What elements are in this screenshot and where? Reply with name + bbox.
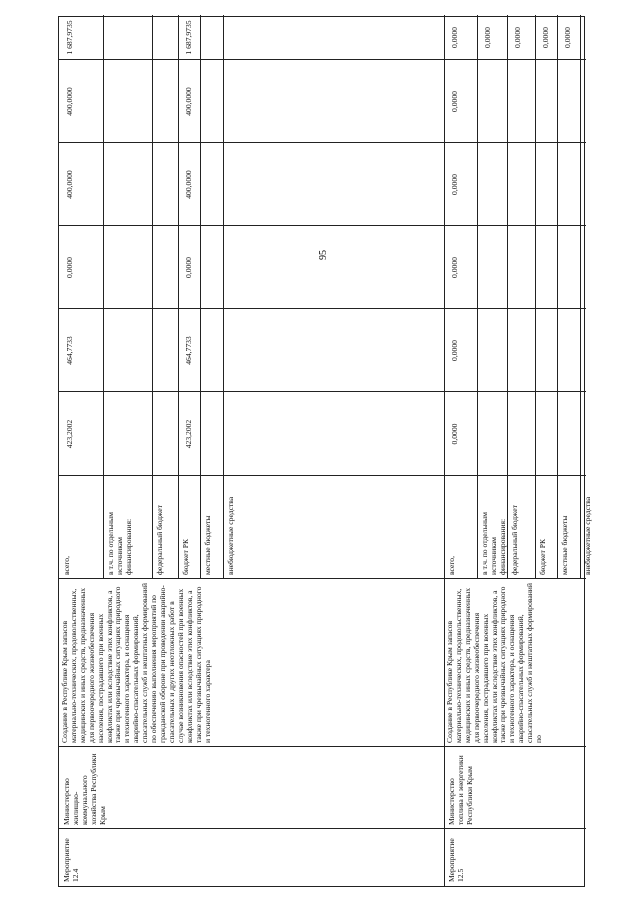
funding-source: внебюджетные средства bbox=[226, 496, 235, 575]
year-value: 0,0000 bbox=[65, 257, 74, 278]
year-value: 464,7733 bbox=[65, 336, 74, 365]
year-value: 0,0000 bbox=[450, 257, 459, 278]
year-value: 0,0000 bbox=[450, 423, 459, 445]
year-value: 0,0000 bbox=[563, 27, 572, 48]
year-value: 1 687,9735 bbox=[184, 20, 193, 55]
funding-source: внебюджетные средства bbox=[583, 496, 592, 575]
year-value: 0,0000 bbox=[483, 27, 492, 48]
executor: Министерство топлива и энергетики Республики Крым bbox=[447, 755, 474, 825]
funding-source: местные бюджеты bbox=[203, 515, 212, 575]
year-value: 1 687,9735 bbox=[65, 20, 74, 55]
year-value: 423,2002 bbox=[65, 419, 74, 449]
funding-source: бюджет РК bbox=[538, 538, 547, 575]
measure-id: Мероприятие 12.5 bbox=[447, 838, 465, 882]
subrow-divider bbox=[223, 15, 224, 579]
year-value: 0,0000 bbox=[513, 27, 522, 48]
column-divider bbox=[59, 746, 586, 747]
year-value: 0,0000 bbox=[450, 91, 459, 112]
subrow-divider bbox=[178, 15, 179, 579]
year-value: 0,0000 bbox=[450, 340, 459, 361]
measure-description: Создание в Республике Крым запасов материально-технических, продовольственных, медицинских и иных средств, предназначенных для первоочередного жизнеобеспечения населения, пострадавшего при военных конфликтах или вследствие этих конфликтов, а также при чрезвычайных ситуациях природного и техногенного характера, и оснащения аварийно-спасательных формирований, спасательных служб и нештатных формирований по bbox=[445, 583, 544, 743]
funding-source: федеральный бюджет bbox=[155, 505, 164, 575]
measure-divider bbox=[444, 15, 445, 886]
measure-id: Мероприятие 12.4 bbox=[62, 838, 80, 882]
subrow-divider bbox=[535, 15, 536, 579]
financing-table bbox=[58, 16, 592, 887]
subrow-divider bbox=[477, 15, 478, 579]
executor: Министерство жилищно-коммунального хозяйства Республики Крым bbox=[62, 753, 107, 825]
funding-source: местные бюджеты bbox=[560, 515, 569, 575]
subrow-divider bbox=[152, 15, 153, 579]
subrow-divider bbox=[557, 15, 558, 579]
year-value: 400,0000 bbox=[65, 170, 74, 199]
subrow-divider bbox=[200, 15, 201, 579]
funding-source: всего, bbox=[447, 556, 456, 575]
year-value: 464,7733 bbox=[184, 336, 193, 365]
year-value: 400,0000 bbox=[184, 170, 193, 199]
year-value: 400,0000 bbox=[184, 87, 193, 116]
page-number: 95 bbox=[318, 250, 329, 260]
measure-description: Создание в Республике Крым запасов материально-технических, продовольственных, медицинских и иных средств, предназначенных для первоочередного жизнеобеспечения населения, пострадавшего при военных конфликтах или вследствие этих конфликтов, а также при чрезвычайных ситуациях природного и техногенного характера, и оснащения аварийно-спасательных формирований, спасательных служб и нештатных формирований по обеспечению выполнения мероприятий по гражданской обороне при проведении аварийно-спасательных и других неотложных работ в случае возникновения опасностей при военных конфликтах или вследствие этих конфликтов, а также при чрезвычайных ситуациях природного и техногенного характера bbox=[60, 583, 212, 743]
funding-source: бюджет РК bbox=[181, 538, 190, 575]
year-value: 0,0000 bbox=[450, 174, 459, 195]
funding-source: в т.ч. по отдельным источникам финансирования: bbox=[480, 512, 507, 575]
funding-source: всего, bbox=[62, 556, 71, 575]
year-value: 0,0000 bbox=[450, 27, 459, 48]
year-value: 400,0000 bbox=[65, 87, 74, 116]
year-value: 0,0000 bbox=[184, 257, 193, 278]
year-value: 0,0000 bbox=[541, 27, 550, 48]
year-value: 423,2002 bbox=[184, 419, 193, 449]
column-divider bbox=[59, 828, 586, 829]
funding-source: в т.ч. по отдельным источникам финансирования: bbox=[106, 512, 133, 575]
funding-source: федеральный бюджет bbox=[510, 505, 519, 575]
subrow-divider bbox=[103, 15, 104, 579]
subrow-divider bbox=[580, 15, 581, 579]
